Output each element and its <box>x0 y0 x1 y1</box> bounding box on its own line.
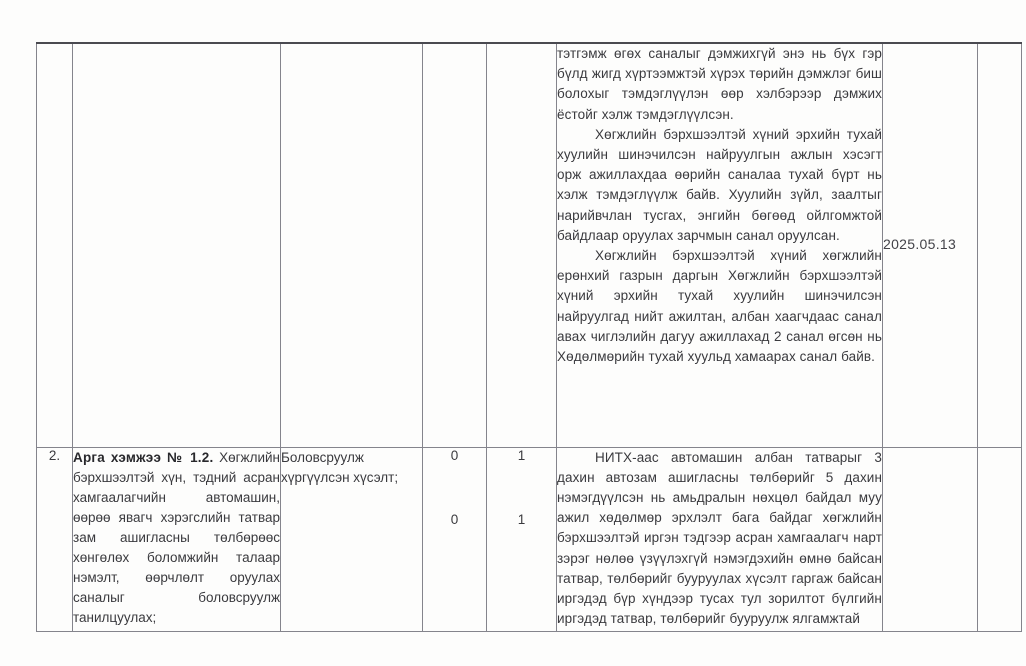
cell-report-text <box>557 43 883 447</box>
count-actual-value: 1 <box>517 447 526 463</box>
cell-count-actual <box>487 447 557 631</box>
report-date: 2025.05.13 <box>883 236 957 253</box>
activity-report-table <box>36 42 1022 632</box>
report-paragraph: Хөгжлийн бэрхшээлтэй хүний эрхийн тухай хуулийн шинэчилсэн найруулгын ажлын хэсэгт орж ажиллахдаа өөрийн саналаа тухай бүрт нь хэлж тэмдэглүүлж байв. Хуулийн зүйл, заалтыг нарийвчлан тусгах, энгийн бөгөөд ойлгомжтой байдлаар оруулах зарчмын санал оруулсан. <box>557 126 882 243</box>
table-row <box>37 43 1022 447</box>
cell-extra <box>978 43 1022 447</box>
table-row <box>37 447 1022 631</box>
cell-row-number <box>37 43 73 447</box>
cell-activity-description <box>73 447 281 631</box>
activity-body: Хөгжлийн бэрхшээлтэй хүн, тэдний асран хамгаалагчийн автомашин, өөрөө явагч хэрэгслийн татвар зам ашигласны төлбөрөөс хөнгөлөх боломжийн талаар нэмэлт, өөрчлөлт оруулах саналыг боловсруулж танилцуулах; <box>73 449 280 625</box>
cell-request-type <box>281 447 423 631</box>
cell-count-actual <box>487 43 557 447</box>
count-plan-value: 0 <box>450 447 459 463</box>
cell-count-plan <box>423 447 487 631</box>
cell-date <box>883 43 978 447</box>
activity-title: Арга хэмжээ № 1.2. <box>73 449 214 465</box>
cell-count-plan <box>423 43 487 447</box>
cell-report-text <box>557 447 883 631</box>
cell-date <box>883 447 978 631</box>
cell-request-type <box>281 43 423 447</box>
cell-extra <box>978 447 1022 631</box>
report-paragraph: тэтгэмж өгөх саналыг дэмжихгүй энэ нь бүх гэр бүлд жигд хүртээмжтэй хүрэх төрийн дэмжлэг биш болохыг тэмдэглүүлэн өөр хэлбэрээр дэмжих ёстойг хэлж тэмдэглүүлсэн. <box>557 46 882 122</box>
count-plan-value: 0 <box>450 511 459 527</box>
report-paragraph: Хөгжлийн бэрхшээлтэй хүний хөгжлийн ерөнхий газрын даргын Хөгжлийн бэрхшээлтэй хүний эрхийн тухай хуулийн шинэчилсэн найруулгад нийт ажилтан, албан хаагчдаас санал авах чиглэлийн дагуу ажиллахад 2 санал өгсөн нь Хөдөлмөрийн тухай хуульд хамаарах санал байв. <box>557 248 882 365</box>
report-paragraph: НИТХ-аас автомашин албан татварыг 3 дахин автозам ашигласны төлбөрийг 5 дахин нэмэгдүүлсэн нь амьдралын нөхцөл байдал муу ажил хөдөлмөр эрхлэлт бага байдаг хөгжлийн бэрхшээлтэй иргэн тэдгээр асран хамгаалагч нарт зэрэг нөлөө үзүүлэхгүй нэмэгдэхийн өмнө байсан татвар, төлбөрийг бууруулах хүсэлт гаргаж байсан иргэдэд бүр хүндээр тусах тул зорилтот бүлгийн иргэдэд татвар, төлбөрийг бууруулж ялгамжтай <box>557 449 882 627</box>
activity-text <box>73 448 280 628</box>
count-actual-value: 1 <box>517 511 526 527</box>
request-type-text: Боловсруулж хүргүүлсэн хүсэлт; <box>281 449 399 485</box>
cell-row-number: 2. <box>37 447 73 631</box>
cell-activity-description <box>73 43 281 447</box>
